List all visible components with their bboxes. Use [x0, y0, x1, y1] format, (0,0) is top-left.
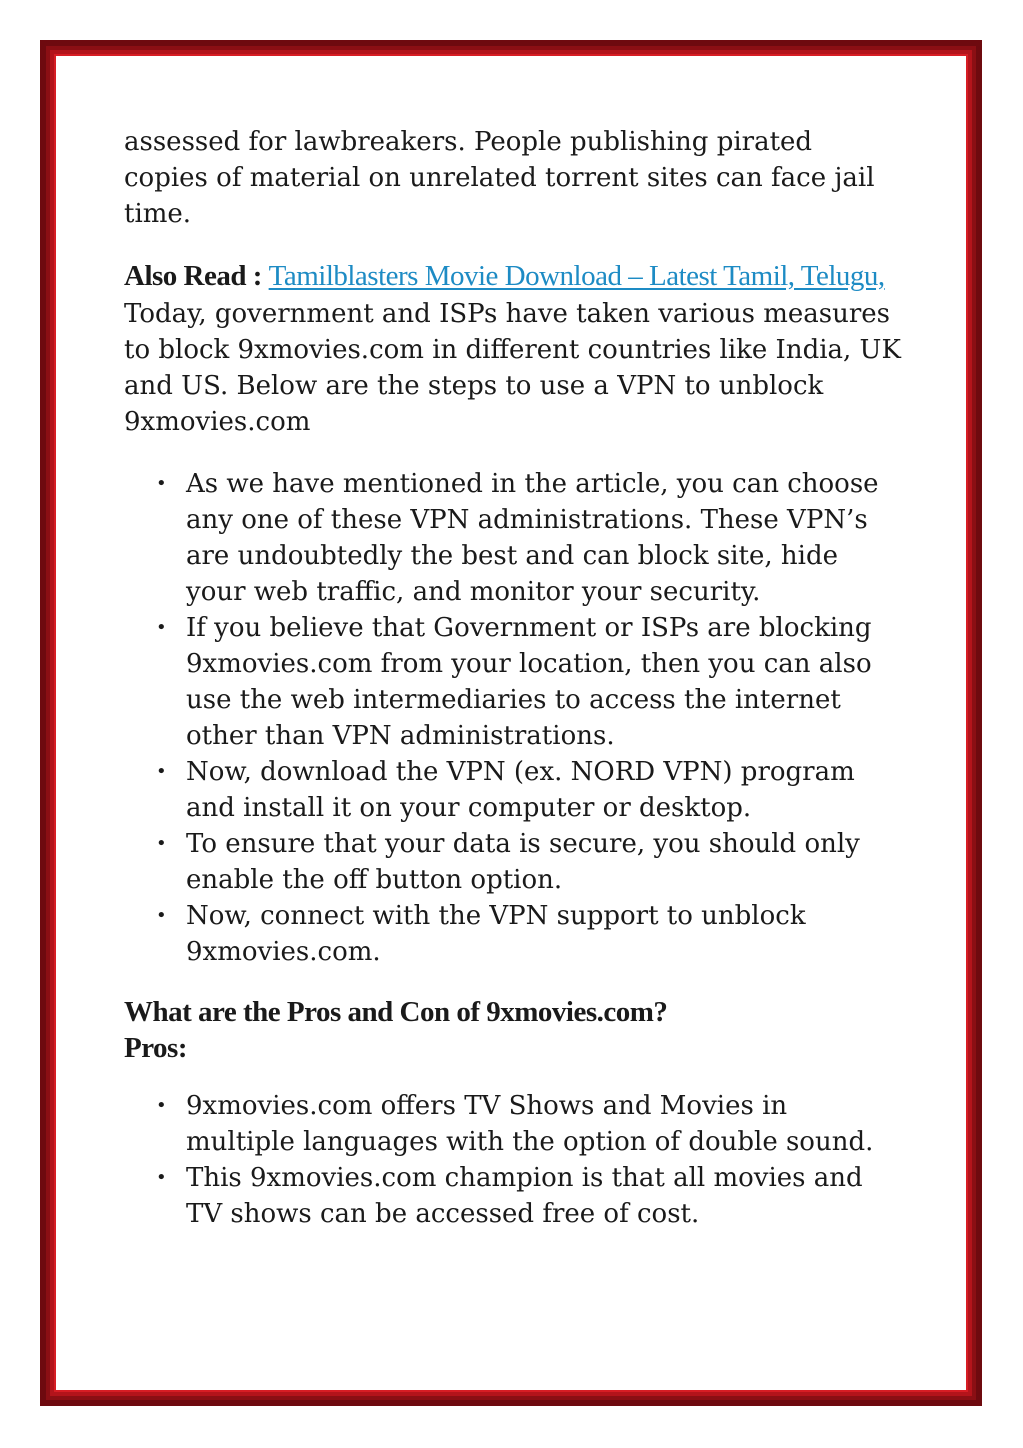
pros-list — [124, 1088, 904, 1232]
vpn-steps-list — [124, 466, 904, 970]
list-item — [124, 610, 904, 754]
pros-cons-heading: What are the Pros and Con of 9xmovies.com? — [124, 996, 668, 1028]
bullet-icon: • — [156, 1167, 167, 1188]
pros-heading: Pros: — [124, 1032, 188, 1064]
also-read — [124, 258, 904, 294]
list-item — [124, 898, 904, 970]
tamilblasters-link[interactable]: Tamilblasters Movie Download – Latest Tamil, Telugu, — [268, 260, 885, 292]
list-item — [124, 466, 904, 610]
bullet-icon: • — [156, 833, 167, 854]
list-item-text: As we have mentioned in the article, you can choose any one of these VPN administrations. These VPN’s are undoubtedly the best and can block site, hide your web traffic, and monitor your security. — [186, 469, 879, 607]
also-read-label: Also Read : — [124, 260, 269, 292]
list-item-text: Now, download the VPN (ex. NORD VPN) program and install it on your computer or desktop. — [186, 757, 855, 823]
bullet-icon: • — [156, 761, 167, 782]
list-item-text: If you believe that Government or ISPs are blocking 9xmovies.com from your location, then you can also use the web intermediaries to access the internet other than VPN administrations. — [186, 613, 872, 751]
bullet-icon: • — [156, 905, 167, 926]
list-item-text: To ensure that your data is secure, you should only enable the off button option. — [186, 829, 860, 895]
bullet-icon: • — [156, 617, 167, 638]
intro-paragraph: assessed for lawbreakers. People publishing pirated copies of material on unrelated torrent sites can face jail time. — [124, 127, 875, 229]
bullet-icon: • — [156, 1095, 167, 1116]
list-item — [124, 1160, 904, 1232]
list-item-text: 9xmovies.com offers TV Shows and Movies in multiple languages with the option of double sound. — [186, 1091, 874, 1157]
list-item — [124, 1088, 904, 1160]
today-paragraph: Today, government and ISPs have taken various measures to block 9xmovies.com in different countries like India, UK and US. Below are the steps to use a VPN to unblock 9xmovies.com — [124, 299, 901, 437]
list-item-text: Now, connect with the VPN support to unblock 9xmovies.com. — [186, 901, 806, 967]
document-body — [124, 124, 904, 1256]
list-item-text: This 9xmovies.com champion is that all movies and TV shows can be accessed free of cost. — [186, 1163, 863, 1229]
bullet-icon: • — [156, 473, 167, 494]
list-item — [124, 826, 904, 898]
list-item — [124, 754, 904, 826]
